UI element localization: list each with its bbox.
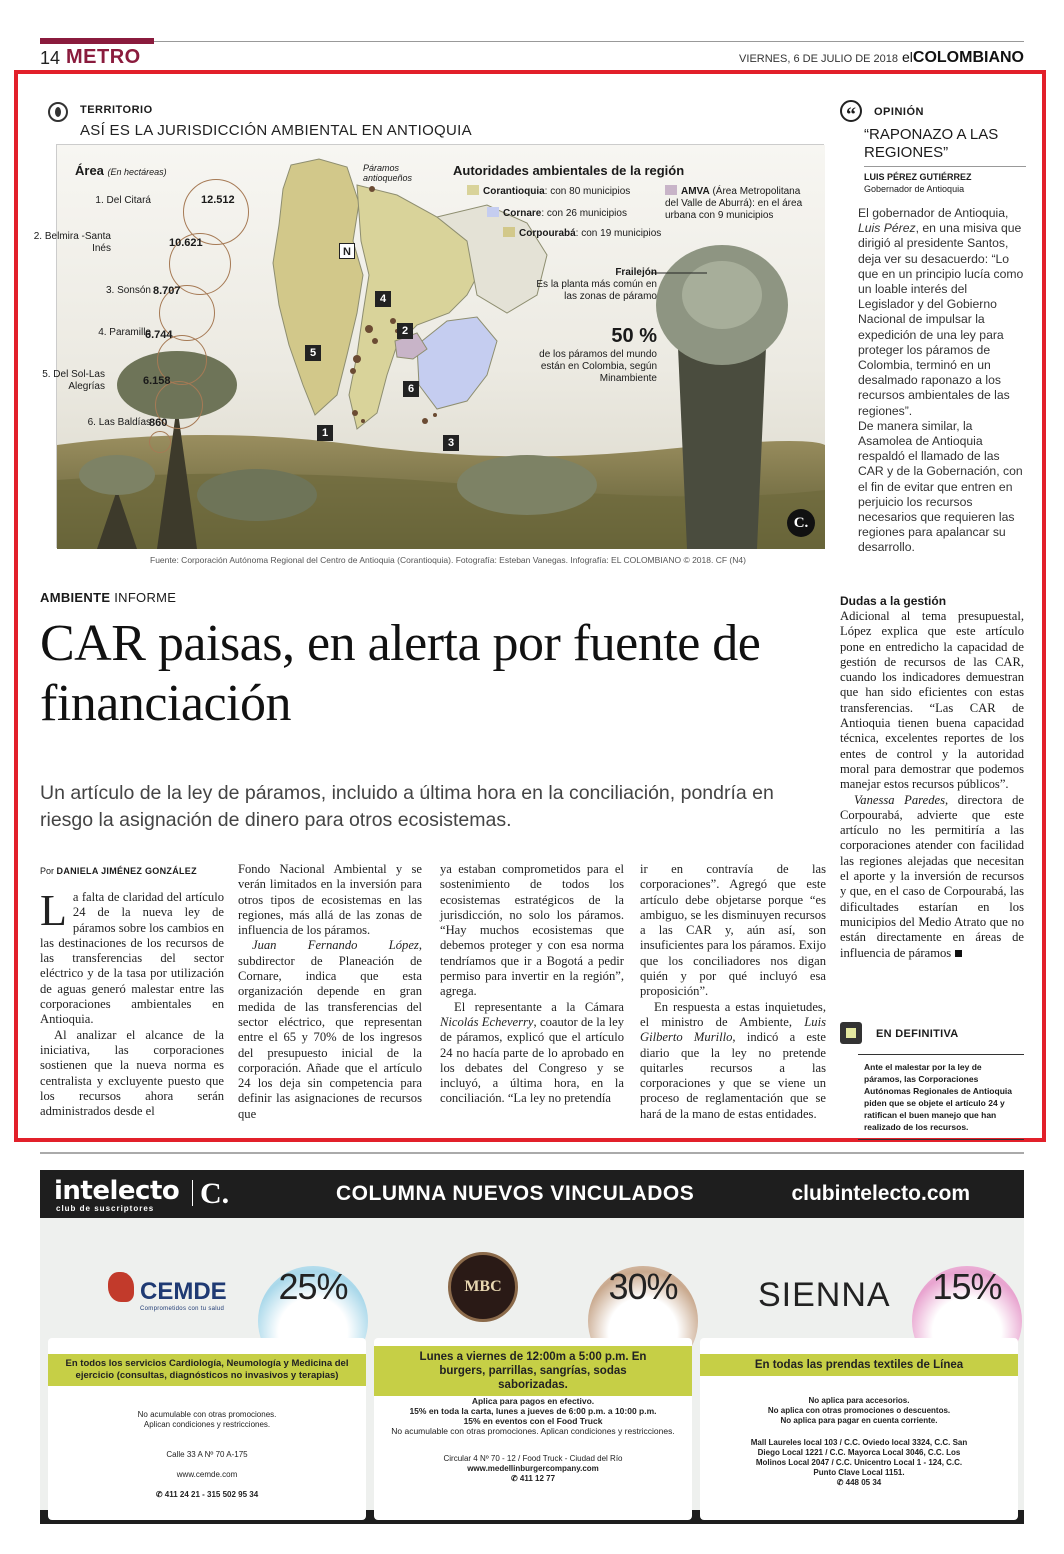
opinion-text: El gobernador de Antioquia, Luis Pérez, en una misiva que dirigió al presidente Santos, deja ver su desacuerdo: “Lo que en un principio lucía como un loable interés del Legislador y del Gobierno Nacional de impulsar la expedición de una ley para proteger los páramos de Colombia, terminó en un desalmado raponazo a los recursos ambientales de las regiones”. De manera similar, la Asamolea de Antioquia respaldó el llamado de las CAR y de la Gobernación, con el fin de evitar que entren en perjuicio los recursos necesarios que requieren las regiones para apalancar su desarrollo. — [858, 206, 1024, 555]
authority-corpouraba: Corpourabá: con 19 municipios — [503, 227, 661, 240]
area-value-5: 6.158 — [143, 375, 171, 387]
opinion-rule — [864, 166, 1026, 167]
sidebar-text: Adicional al tema presupuestal, López explica que este artículo pone en entredicho la capacidad de gestión de recursos de las CAR, cuando los indicadores demuestran que han sido eficientes con estas transferencias. “Las CAR de Antioquia tienen buena capacidad técnica, excelentes reportes de los entes de control y la autoridad moral para demostrar que podemos manejar estos recursos públicos”. Vanessa Paredes, directora de Corpourabá, advierte que este artículo no les permitiría a las corporaciones atender con facilidad las regiones alejadas que necesitan el aporte y la inversión de recursos y que, en el caso de Corpourabá, las dificultades estarían en los municipios del Medio Atrato que no están directamente en áreas de influencia de páramos — [840, 609, 1024, 960]
discount-badge-3: 15% — [912, 1266, 1022, 1376]
area-title: Área (En hectáreas) — [75, 163, 167, 178]
paramos-legend: Páramos antioqueños — [363, 163, 413, 183]
sidebar-heading: Dudas a la gestión — [840, 594, 947, 608]
map-label-6: 6 — [403, 381, 419, 397]
authority-cornare: Cornare: con 26 municipios — [487, 207, 627, 220]
area-name-4: 4. Paramillo — [98, 327, 151, 338]
amva-swatch — [665, 185, 677, 195]
article-headline: CAR paisas, en alerta por fuente de financiación — [40, 615, 761, 732]
area-value-2: 10.621 — [169, 237, 203, 249]
authority-corantioquia: Corantioquia: con 80 municipios — [467, 185, 630, 198]
area-value-6: 860 — [149, 417, 168, 429]
offer-address-2: Circular 4 Nº 70 - 12 / Food Truck - Ciudad del Río www.medellinburgercompany.com ✆ 411 12 77 — [443, 1454, 623, 1483]
advertisement — [40, 1170, 1024, 1524]
header-rule — [40, 41, 1024, 42]
map-label-5: 5 — [305, 345, 321, 361]
opinion-title: “RAPONAZO A LAS REGIONES” — [864, 126, 999, 161]
logo-separator — [192, 1180, 193, 1206]
offer-terms-2: Aplica para pagos en efectivo. 15% en toda la carta, lunes a jueves de 6:00 p.m. a 10:00 p.m. 15% en eventos con el Food Truck No acumulable con otras promociones. Aplican condiciones y restricciones. — [391, 1396, 675, 1436]
map-label-2: 2 — [397, 323, 413, 339]
cornare-swatch — [487, 207, 499, 217]
territory-icon — [48, 102, 68, 122]
area-name-1: 1. Del Citará — [95, 195, 151, 206]
offer-band-1: En todos los servicios Cardiología, Neumología y Medicina del ejercicio (consultas, diagnósticos no invasivos y terapias) — [48, 1354, 366, 1386]
infographic — [33, 100, 826, 570]
ad-url[interactable]: clubintelecto.com — [791, 1182, 970, 1205]
ad-divider — [40, 1152, 1024, 1154]
offer-card-3 — [700, 1338, 1018, 1520]
area-name-2: 2. Belmira -Santa Inés — [33, 231, 111, 254]
page-header — [40, 38, 1024, 70]
section-name: METRO — [66, 46, 141, 68]
discount-badge-1: 25% — [258, 1266, 368, 1376]
offer-card-2 — [374, 1338, 692, 1520]
infographic-label: TERRITORIO — [80, 104, 153, 116]
definitive-icon — [840, 1022, 862, 1044]
quote-icon: “ — [840, 100, 862, 122]
section-color-bar — [40, 38, 154, 44]
offer-band-3: En todas las prendas textiles de Línea — [700, 1354, 1018, 1376]
ad-column-title: COLUMNA NUEVOS VINCULADOS — [336, 1182, 695, 1205]
definitive-label: EN DEFINITIVA — [876, 1028, 959, 1040]
cemde-runner-icon — [108, 1272, 134, 1302]
infographic-source: Fuente: Corporación Autónoma Regional del Centro de Antioquia (Corantioquia). Fotografía: Esteban Vanegas. Infografía: EL COLOMBIANO © 2018. CF (N4) — [150, 555, 746, 565]
north-label: N — [339, 243, 355, 259]
copyright-badge: C. — [787, 509, 815, 537]
intelecto-subtitle: club de suscriptores — [56, 1204, 155, 1213]
authority-amva: AMVA (Área Metropolitana del Valle de Aburrá): en el área urbana con 9 municipios — [665, 186, 803, 221]
infographic-panel — [33, 144, 824, 548]
corpouraba-swatch — [503, 227, 515, 237]
sienna-logo: SIENNA — [758, 1276, 891, 1314]
cemde-logo: CEMDE Comprometidos con tu salud — [140, 1278, 227, 1312]
offer-terms-1: No acumulable con otras promociones. Aplican condiciones y restricciones. — [137, 1410, 277, 1429]
definitive-summary: Ante el malestar por la ley de páramos, las Corporaciones Autónomas Regionales de Antioquia piden que se objete el artículo 24 y ratifican el buen manejo que han realizado de los recursos. — [858, 1054, 1024, 1140]
area-value-1: 12.512 — [201, 194, 235, 206]
article-column-2: Fondo Nacional Ambiental y se verán limitados en la inversión para otros tipos de ecosistemas en las regiones, más allá de las zonas de influencia de los páramos. Juan Fernando López, subdirector de Planeación de Cornare, indica que esta organización depende en gran medida de las transferencias del sector eléctrico, que representan entre el 65 y 70% de los ingresos del presupuesto inicial de la corporación. Añade que el artículo 24 los deja sin competencia para definir las asignaciones de recursos que — [238, 862, 422, 1121]
page-number: 14 — [40, 48, 61, 68]
offer-address-3: Mall Laureles local 103 / C.C. Oviedo local 3324, C.C. San Diego Local 1221 / C.C. Mayorca Local 3046, C.C. Los Molinos Local 2047 / C.C. Unicentro Local 1 - 124, C.C. Punto Clave Local 1151. ✆ 448 05 34 — [750, 1438, 968, 1487]
colombiano-c-logo: C. — [200, 1177, 230, 1210]
percent-stat: 50 % — [611, 325, 657, 347]
area-name-3: 3. Sonsón — [105, 285, 151, 296]
frailejon-note: Frailejón Es la planta más común en las zonas de páramo — [536, 267, 657, 302]
article-byline: Por DANIELA JIMÉNEZ GONZÁLEZ — [40, 866, 197, 876]
opinion-role: Gobernador de Antioquia — [864, 184, 965, 194]
article-column-4: ir en contravía de las corporaciones”. Agregó que este artículo debe objetarse porque “es ambiguo, se les disminuyen recursos a las CAR y, aún así, son insuficientes para los páramos. Exijo que los conciliadores nos digan quién y por qué incluyó esa proposición”. En respuesta a estas inquietudes, el ministro de Ambiente, Luis Gilberto Murillo, indicó a este diario que la ley no pretende quitarles recursos a las corporaciones y que se viene un proceso de reglamentación que se hará de la mano de estas entidades. — [640, 862, 826, 1121]
map-label-4: 4 — [375, 291, 391, 307]
map-label-3: 3 — [443, 435, 459, 451]
offer-card-1 — [48, 1338, 366, 1520]
percent-text: de los páramos del mundo están en Colombia, según Minambiente — [539, 349, 657, 384]
article-kicker: AMBIENTE INFORME — [40, 590, 177, 605]
issue-date: VIERNES, 6 DE JULIO DE 2018 — [739, 53, 898, 65]
corantioquia-swatch — [467, 185, 479, 195]
area-value-4: 6.744 — [145, 329, 173, 341]
area-name-5: 5. Del Sol-Las Alegrías — [42, 369, 105, 392]
drop-cap: L — [40, 886, 67, 935]
map-label-1: 1 — [317, 425, 333, 441]
area-value-3: 8.707 — [153, 285, 181, 297]
offer-address-1: Calle 33 A Nº 70 A-175 www.cemde.com ✆ 411 24 21 - 315 502 95 34 — [155, 1450, 259, 1499]
authorities-title: Autoridades ambientales de la región — [453, 163, 685, 178]
article-column-1: La falta de claridad del artículo 24 de la nueva ley de páramos sobre los cambios en las destinaciones de los recursos de las transferencias del sector eléctrico y de la tasa por utilización de aguas generó malestar entre las corporaciones ambientales en Antioquia. Al analizar el alcance de la iniciativa, las corporaciones sostienen que la nueva norma es centralista y excluyente puesto que los recursos ahora serán administrados desde el — [40, 886, 224, 1119]
article-deck: Un artículo de la ley de páramos, incluido a última hora en la conciliación, pondría en riesgo la asignación de dinero para otros ecosistemas. — [40, 782, 774, 831]
offer-terms-3: No aplica para accesorios. No aplica con otras promociones o descuentos. No aplica para pagar en cuenta corriente. — [767, 1396, 951, 1425]
opinion-author: LUIS PÉREZ GUTIÉRREZ — [864, 172, 972, 182]
discount-badge-2: 30% — [588, 1266, 698, 1376]
end-mark — [955, 950, 962, 957]
intelecto-logo: intelecto — [54, 1176, 180, 1206]
newspaper-logo: elCOLOMBIANO — [901, 49, 1024, 66]
opinion-label: OPINIÓN — [874, 106, 924, 118]
area-circle-6 — [149, 431, 171, 453]
offer-band-2: Lunes a viernes de 12:00m a 5:00 p.m. En burgers, parrillas, sangrías, sodas saborizadas. — [374, 1346, 692, 1396]
infographic-title: ASÍ ES LA JURISDICCIÓN AMBIENTAL EN ANTIOQUIA — [80, 122, 472, 139]
mbc-logo: MBC — [448, 1252, 518, 1322]
article-column-3: ya estaban comprometidos para el sostenimiento de todos los ecosistemas estratégicos de la jurisdicción, no solo los páramos. “Hay muchos ecosistemas que debemos proteger y con esa norma tendríamos que ir a Bogotá a pedir permiso para invertir en la región”, agrega. El representante a la Cámara Nicolás Echeverry, coautor de la ley de páramos, explicó que el artículo 24 no hacía parte de lo aprobado en los debates del Congreso y se incluyó, a última hora, en la conciliación. “La ley no pretendía — [440, 862, 624, 1106]
area-name-6: 6. Las Baldías — [87, 417, 151, 428]
ad-header-bar — [40, 1170, 1024, 1218]
